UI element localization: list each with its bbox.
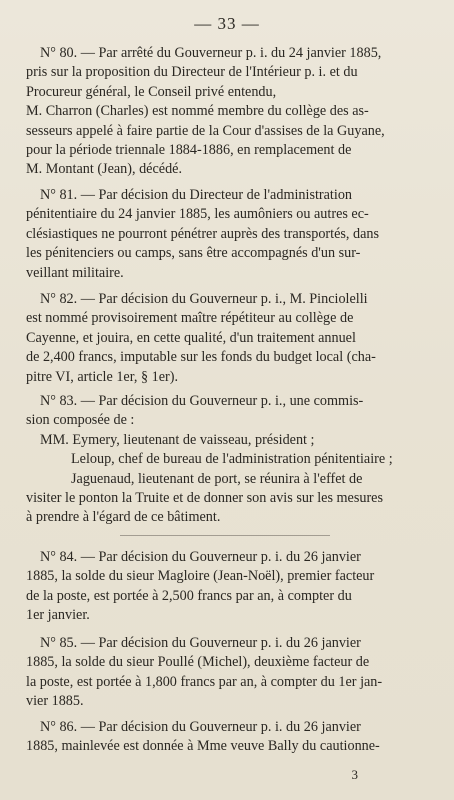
entry-line: N° 81. — Par décision du Directeur de l'administration	[40, 187, 353, 203]
entry-83	[26, 392, 432, 528]
entry-line: sion composée de :	[26, 412, 135, 429]
entry-81	[26, 186, 432, 283]
entry-84	[26, 548, 432, 626]
page-number-top: — 33 —	[194, 14, 260, 33]
page-signature: 3	[351, 767, 358, 782]
entry-line: N° 85. — Par décision du Gouverneur p. i. du 26 janvier	[40, 635, 361, 651]
entry-line: clésiastiques ne pourront pénétrer auprès des transportés, dans	[26, 225, 379, 242]
entry-line: de 2,400 francs, imputable sur les fonds du budget local (cha-	[26, 349, 376, 366]
entry-line: pitre VI, article 1er, § 1er).	[26, 368, 179, 385]
entry-line: à prendre à l'égard de ce bâtiment.	[26, 509, 221, 526]
entry-line: est nommé provisoirement maître répétiteur au collège de	[26, 310, 354, 327]
entry-line: Procureur général, le Conseil privé entendu,	[26, 83, 277, 100]
entry-line: pris sur la proposition du Directeur de l'Intérieur p. i. et du	[26, 64, 358, 81]
entry-86	[26, 718, 432, 757]
entry-line: Cayenne, et jouira, en cette qualité, d'un traitement annuel	[26, 329, 356, 346]
entry-line: pour la période triennale 1884-1886, en remplacement de	[26, 142, 352, 159]
entry-line: MM. Eymery, lieutenant de vaisseau, président ;	[40, 431, 315, 448]
entry-82	[26, 290, 432, 387]
entry-line: N° 84. — Par décision du Gouverneur p. i. du 26 janvier	[40, 549, 361, 565]
entry-line: visiter le ponton la Truite et de donner son avis sur les mesures	[26, 490, 384, 507]
entry-line: N° 80. — Par arrêté du Gouverneur p. i. du 24 janvier 1885,	[40, 45, 382, 61]
entry-line: M. Montant (Jean), décédé.	[26, 161, 183, 178]
entry-line: N° 86. — Par décision du Gouverneur p. i. du 26 janvier	[40, 719, 361, 735]
entry-line: les pénitenciers ou camps, sans être accompagnés d'un sur-	[26, 245, 361, 262]
entry-80	[26, 44, 432, 180]
entry-line: la poste, est portée à 1,800 francs par an, à compter du 1er jan-	[26, 673, 383, 690]
entry-line: 1885, la solde du sieur Poullé (Michel), deuxième facteur de	[26, 654, 370, 671]
entry-line: 1885, mainlevée est donnée à Mme veuve Bally du cautionne-	[26, 738, 380, 755]
entry-line: vier 1885.	[26, 693, 84, 710]
entry-line: pénitentiaire du 24 janvier 1885, les aumôniers ou autres ec-	[26, 206, 369, 223]
section-divider	[120, 535, 330, 536]
entry-line: Leloup, chef de bureau de l'administration pénitentiaire ;	[71, 451, 393, 468]
entry-line: veillant militaire.	[26, 264, 124, 281]
entry-line: sesseurs appelé à faire partie de la Cour d'assises de la Guyane,	[26, 122, 385, 139]
entry-line: 1er janvier.	[26, 607, 90, 624]
entry-line: N° 83. — Par décision du Gouverneur p. i., une commis-	[40, 393, 364, 409]
entry-line: de la poste, est portée à 2,500 francs par an, à compter du	[26, 587, 352, 604]
entry-line: Jaguenaud, lieutenant de port, se réunira à l'effet de	[71, 470, 363, 487]
entry-line: 1885, la solde du sieur Magloire (Jean-Noël), premier facteur	[26, 568, 375, 585]
entry-85	[26, 634, 432, 712]
entry-line: M. Charron (Charles) est nommé membre du collège des as-	[26, 103, 369, 120]
entry-line: N° 82. — Par décision du Gouverneur p. i., M. Pinciolelli	[40, 291, 368, 307]
